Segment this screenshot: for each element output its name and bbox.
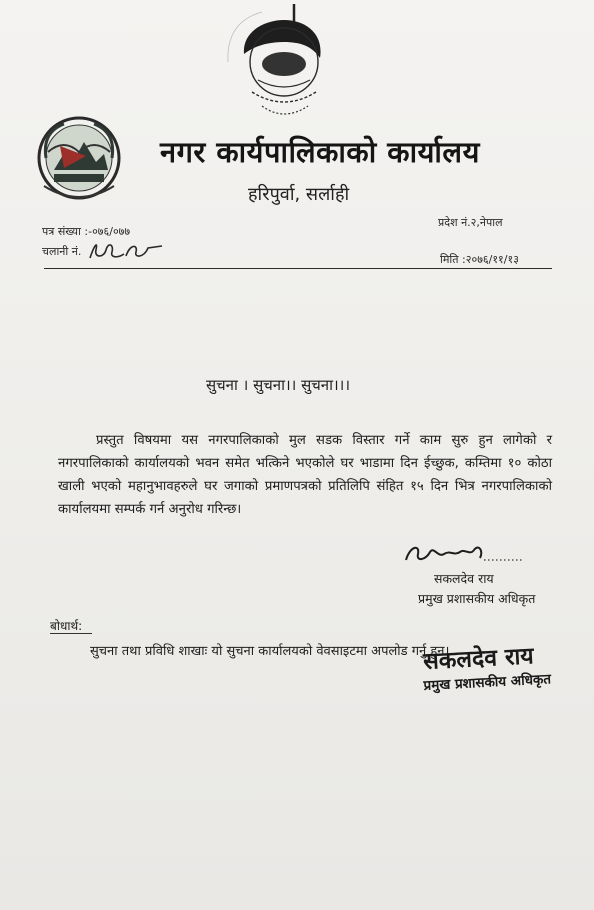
handwritten-signature — [402, 540, 526, 568]
notice-body: प्रस्तुत विषयमा यस नगरपालिकाको मुल सडक विस्तार गर्ने काम सुरु हुन लागेको र नगरपालिकाको कार्यालयको भवन समेत भत्किने भएकोले घर भाडामा दिन ईच्छुक, कम्तिमा १० कोठा खाली भएको महानुभावहरुले घर जगाको प्रमाणपत्रको प्रतिलिपि संहित १५ दिन भित्र नगरपालिकाको कार्यालयमा सम्पर्क गर्न अनुरोध गरिन्छ। — [58, 433, 552, 517]
cc-text: सुचना तथा प्रविधि शाखाः यो सुचना कार्यालयको वेवसाइटमा अपलोड गर्नु हुन। — [90, 644, 450, 659]
top-seal-stamp — [222, 2, 344, 130]
office-title: नगर कार्यपालिकाको कार्यालय — [160, 135, 480, 169]
signatory-name: सकलदेव राय — [434, 571, 494, 586]
province-label: प्रदेश नं.२,नेपाल — [438, 216, 503, 229]
cc-label: बोधार्थ: — [50, 619, 83, 633]
nepal-emblem-icon — [34, 112, 124, 204]
notice-heading: सुचना । सुचना।। सुचना।।। — [206, 376, 351, 394]
cc-underline — [50, 633, 92, 634]
handwritten-dispatch-number — [84, 236, 164, 262]
name-stamp: सकलदेव राय — [422, 643, 535, 676]
dispatch-number-label: चलानी नं. — [42, 245, 82, 258]
header-divider — [44, 268, 552, 269]
letter-number: पत्र संख्या :-०७६/०७७ — [42, 225, 131, 238]
designation-stamp: प्रमुख प्रशासकीय अधिकृत — [423, 671, 552, 694]
office-location: हरिपुर्वा, सर्लाही — [248, 184, 350, 205]
signatory-title: प्रमुख प्रशासकीय अधिकृत — [418, 591, 536, 606]
letter-date: मिति :२०७६/११/१३ — [440, 253, 519, 266]
